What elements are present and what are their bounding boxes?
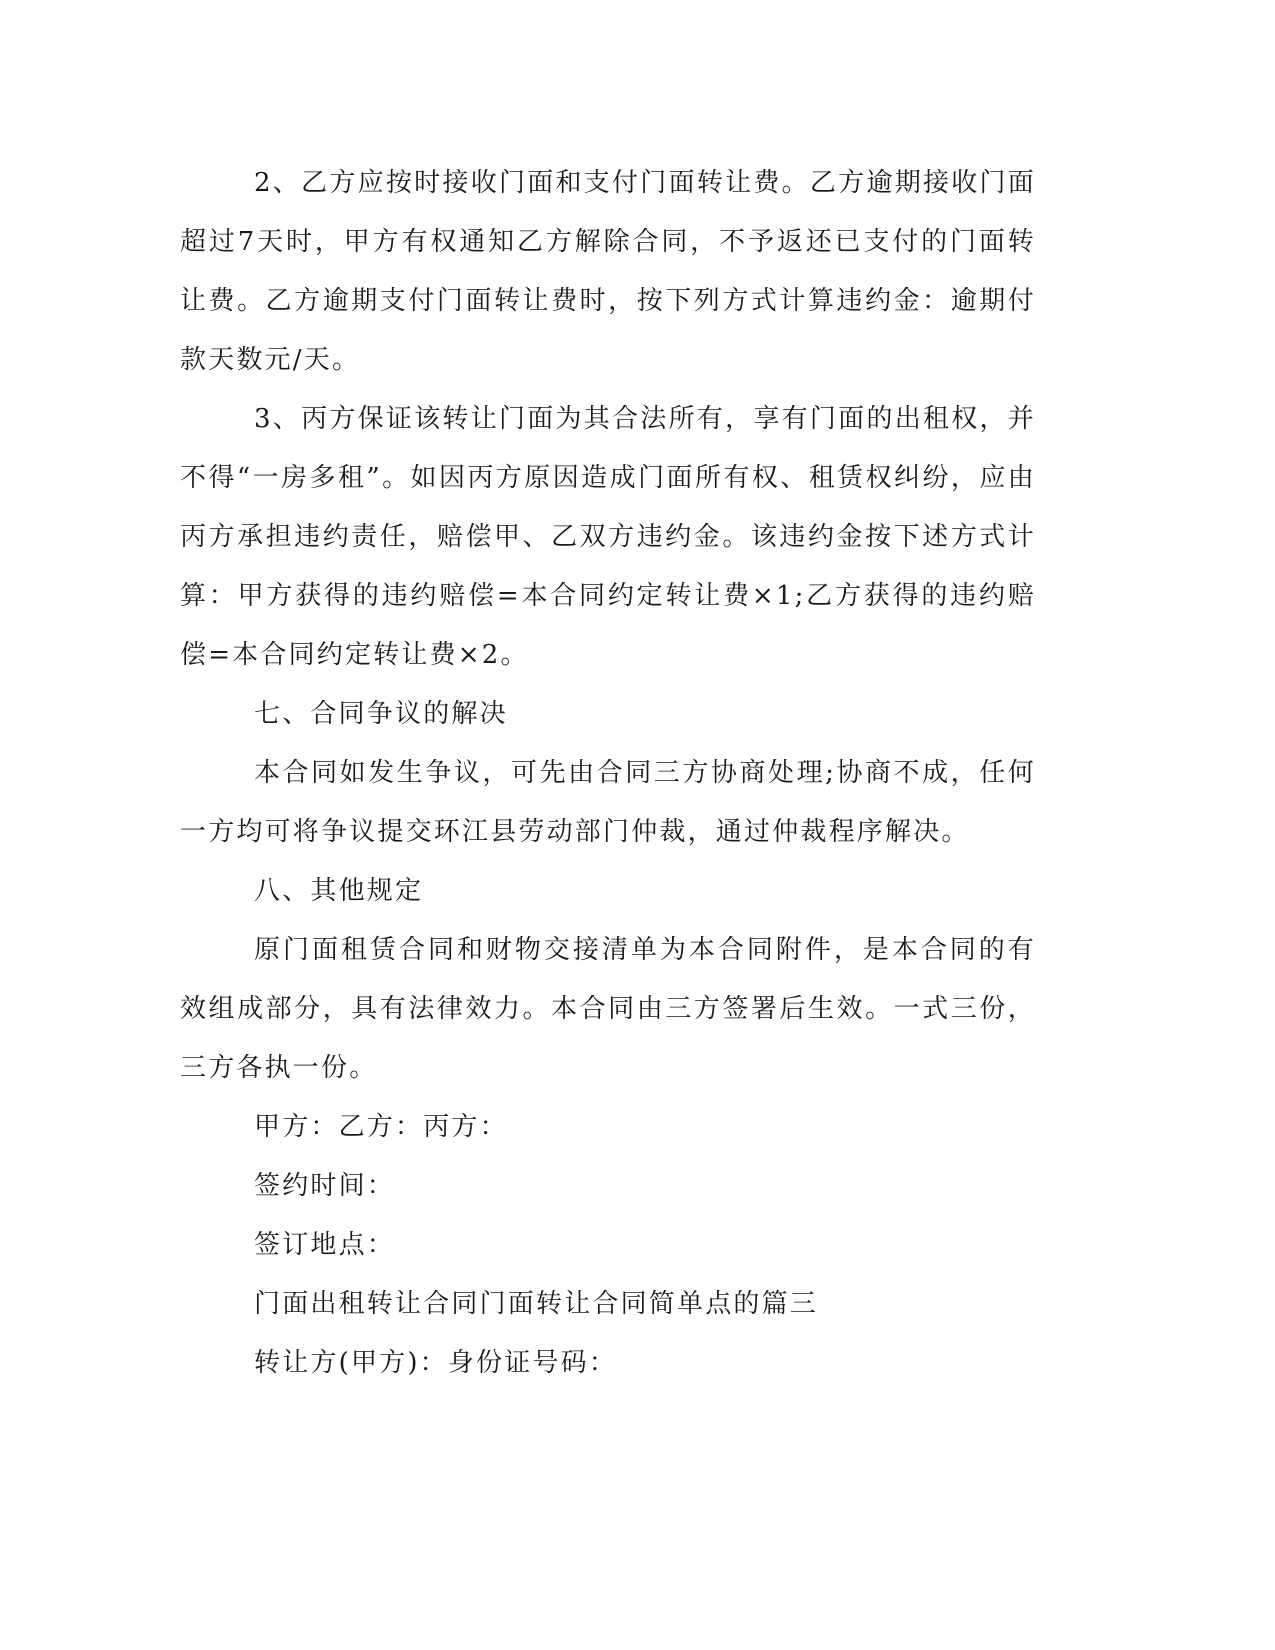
- paragraph-dispute: 本合同如发生争议，可先由合同三方协商处理;协商不成，任何一方均可将争议提交环江县劳动部门仲裁，通过仲裁程序解决。: [180, 758, 1036, 847]
- next-contract-title: 门面出租转让合同门面转让合同简单点的篇三: [254, 1289, 819, 1319]
- transferor-line: 转让方(甲方)：身份证号码：: [254, 1348, 618, 1378]
- paragraph-other: 原门面租赁合同和财物交接清单为本合同附件，是本合同的有效组成部分，具有法律效力。本合同由三方签署后生效。一式三份，三方各执一份。: [180, 935, 1036, 1083]
- signing-time: 签约时间：: [254, 1171, 396, 1201]
- document-body: [180, 154, 1036, 1393]
- section-heading-other: 八、其他规定: [254, 876, 424, 906]
- paragraph-clause-3: 3、丙方保证该转让门面为其合法所有，享有门面的出租权，并不得“一房多租”。如因丙方原因造成门面所有权、租赁权纠纷，应由丙方承担违约责任，赔偿甲、乙双方违约金。该违约金按下述方式计算：甲方获得的违约赔偿=本合同约定转让费×1;乙方获得的违约赔偿=本合同约定转让费×2。: [180, 404, 1036, 670]
- signing-place: 签订地点：: [254, 1230, 396, 1260]
- paragraph-clause-2: 2、乙方应按时接收门面和支付门面转让费。乙方逾期接收门面超过7天时，甲方有权通知乙方解除合同，不予返还已支付的门面转让费。乙方逾期支付门面转让费时，按下列方式计算违约金：逾期付款天数元/天。: [180, 168, 1036, 375]
- section-heading-dispute: 七、合同争议的解决: [254, 699, 508, 729]
- signature-parties: 甲方：乙方：丙方：: [254, 1112, 508, 1142]
